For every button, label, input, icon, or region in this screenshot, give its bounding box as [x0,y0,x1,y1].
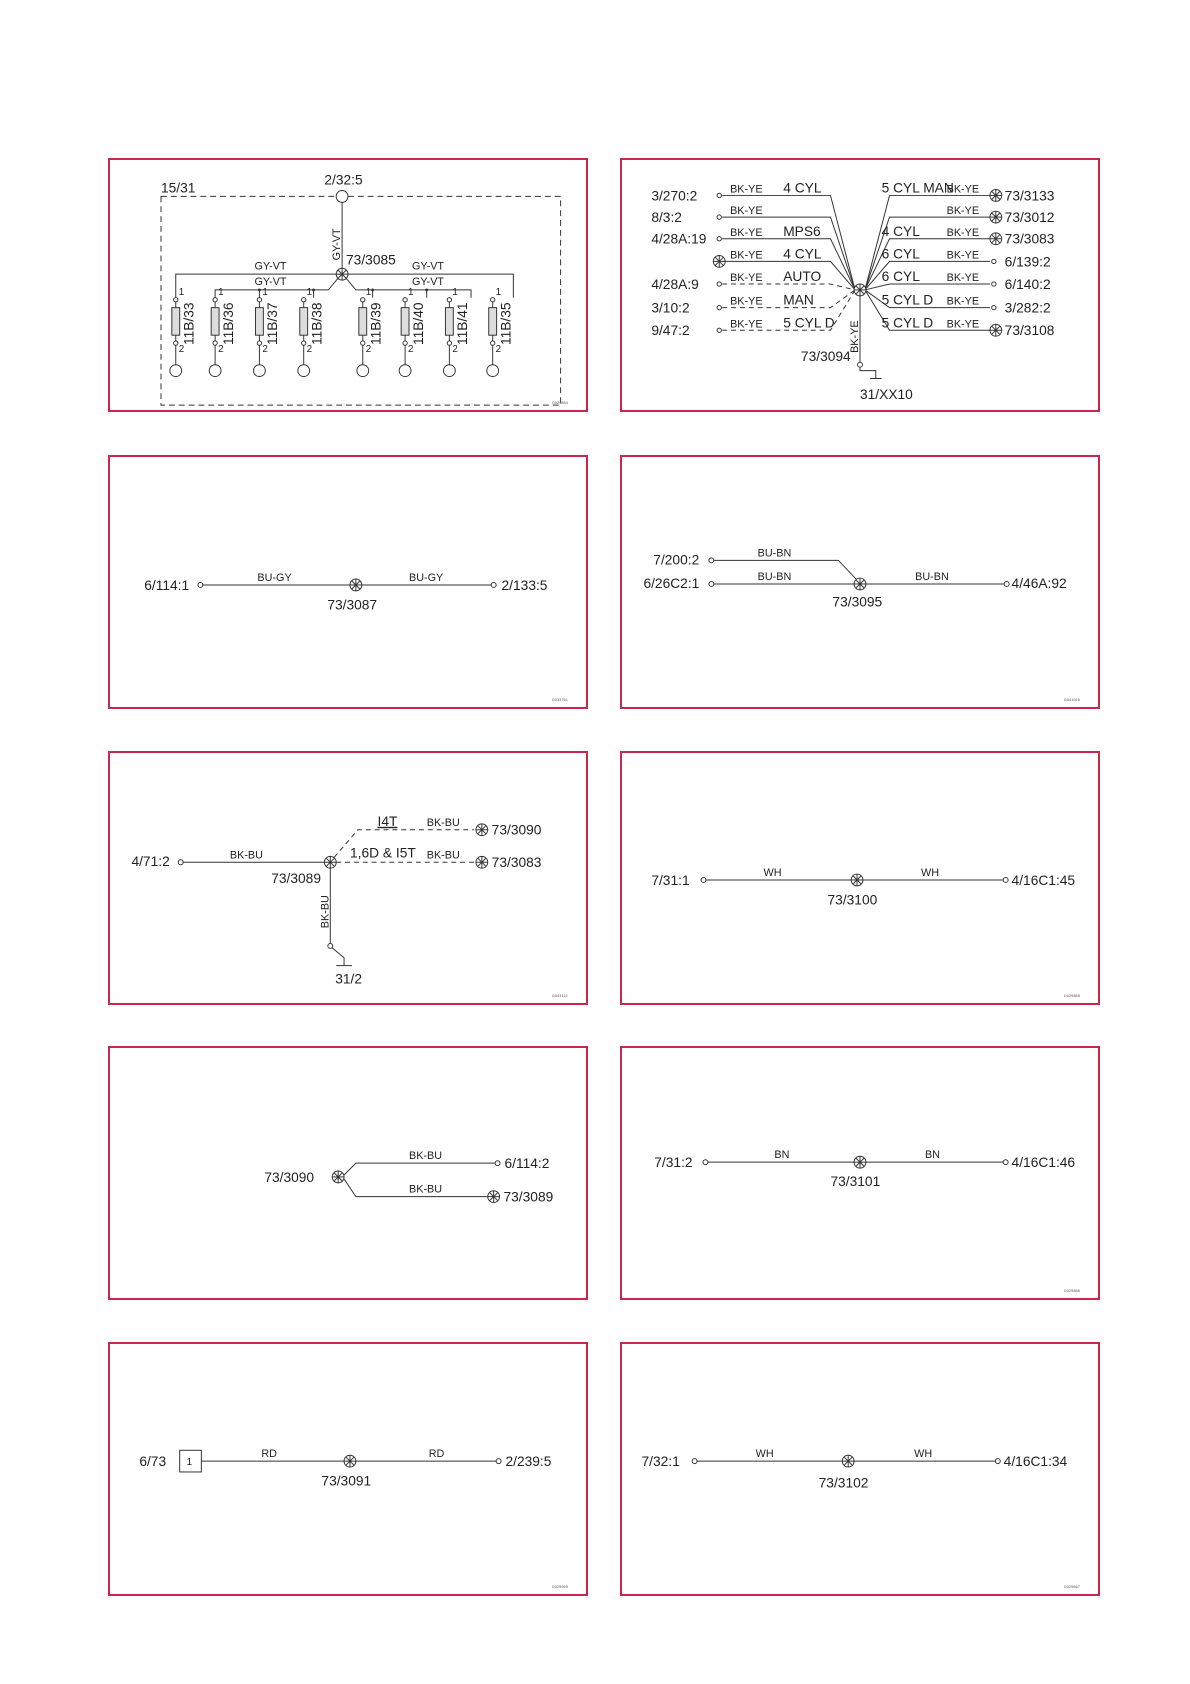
right-connector-label: 4/16C1:34 [1003,1454,1068,1470]
left-variant-label: 4 CYL [783,180,822,196]
right-connector-label: 73/3012 [1004,210,1055,226]
wire-label-lower-right: GY-VT [411,276,445,288]
diagram-panel-3089 [108,751,588,1005]
left-circuit [651,269,855,292]
top-terminal [336,191,348,203]
fuse-pin-top: 1 [365,286,372,298]
top-wire-label: BU-BN [757,547,792,560]
splice-node [854,1156,866,1168]
diagram-panel-3101 [620,1046,1100,1300]
fuse-pin-top: 1 [408,286,414,298]
fuse-pin-bottom: 2 [452,343,458,355]
splice-label: 73/3091 [321,1473,372,1489]
diagram-panel-ground-splice [620,158,1100,412]
left-connector-label: 3/10:2 [651,300,690,316]
fuse-label: 11B/36 [220,302,236,346]
lower-connector-label: 73/3089 [503,1189,554,1205]
upper-connector-label: 6/114:2 [504,1156,550,1172]
diagram-panel-3091 [108,1342,588,1596]
wire-label-upper-left: GY-VT [254,260,287,273]
splice-node [344,1455,356,1467]
left-connector-label: 4/28A:9 [651,276,699,292]
right-connector-label: 73/3083 [1004,231,1055,247]
figure-ref: G029854 [551,400,568,406]
fuse-terminal [254,365,266,377]
left-wire-label: BK-BU [229,849,263,862]
fuse-pin-bottom: 2 [218,343,224,355]
left-connector-label: 7/31:2 [654,1155,693,1171]
splice-label: 73/3101 [830,1173,881,1189]
top-terminal-label: 2/32:5 [324,172,363,188]
right-variant-label: 6 CYL [881,269,920,285]
left-wire-label: BU-GY [257,572,292,585]
splice-node [332,1171,344,1183]
splice-node [324,856,336,868]
fuse-terminal [487,365,499,377]
fuse-terminal [443,365,455,377]
splice-node [851,874,863,886]
lower-wire-label: BK-BU [409,1183,443,1196]
figure-ref: G043112 [551,993,568,999]
left-connector-label: 6/73 [139,1454,167,1470]
splice-label: 73/3094 [800,348,851,364]
right-circuit [865,269,1051,292]
right-connector-label: 3/282:2 [1004,300,1051,316]
right-splice-icon [990,211,1002,223]
diagram-panel-3100 [620,751,1100,1005]
fuse-pin-bottom: 2 [306,343,313,355]
figure-ref: G029865 [1063,993,1080,999]
branch1-splice-icon [476,824,488,836]
left-variant-label: MAN [783,292,814,308]
right-wire-label: BK-YE [946,272,980,285]
splice-label: 73/3087 [327,597,378,613]
right-wire-label: BN [924,1149,940,1162]
fuse [298,287,325,377]
figure-ref: G029866 [1063,1288,1080,1294]
right-variant-label: 6 CYL [881,246,920,262]
top-left-connector-label: 7/200:2 [653,552,700,568]
right-wire-label: BK-YE [946,183,980,196]
diagram-panel-3090 [108,1046,588,1300]
fuse-pin-bottom: 2 [408,343,414,355]
right-connector-label: 6/140:2 [1004,276,1051,292]
branch2-wire-label: BK-BU [426,849,460,862]
left-variant-label: 4 CYL [783,246,822,262]
left-connector-label: 7/32:1 [641,1454,680,1470]
right-variant-label: 5 CYL MAN [881,180,954,196]
right-wire-label: BU-BN [915,571,949,584]
branch1-wire-label: BK-BU [426,816,460,829]
right-splice-icon [990,233,1002,245]
left-connector-label: 6/26C2:1 [643,575,700,591]
fuse-icon [489,308,497,336]
fuse-pin-top: 1 [218,286,224,298]
right-wire-label: BK-YE [946,226,980,239]
fuse-icon [359,308,367,336]
fuse-icon [401,308,409,336]
fuse-splice-diagram [110,160,586,410]
left-wire-label: BK-YE [730,183,763,196]
left-connector-label: 6/114:1 [144,577,190,593]
left-connector-label: 9/47:2 [651,323,690,339]
diagram-panel-3102 [620,1342,1100,1596]
left-connector-label: 4/28A:19 [651,231,707,247]
left-wire-label: BK-YE [730,205,763,218]
figure-ref: G029959 [551,1584,568,1590]
connector-box-pin: 1 [186,1457,193,1469]
right-connector-label: 2/133:5 [501,577,548,593]
fuse-terminal [399,365,411,377]
ground-wire-label: BK-YE [849,320,862,353]
left-variant-label: MPS6 [783,223,821,239]
fuse [254,287,281,377]
fuse-pin-bottom: 2 [262,343,268,355]
left-wire-label: BK-YE [730,272,763,285]
fuse-label: 11B/33 [181,302,197,346]
fuse-pin-top: 1 [495,286,502,298]
diagram-panel-fuse-splice [108,158,588,412]
fuse-pin-top: 1 [452,286,458,298]
left-connector-label: 4/71:2 [131,854,170,870]
left-wire-label: BK-YE [730,295,763,308]
right-circuit [865,290,1051,316]
right-splice-icon [990,190,1002,202]
fuse-icon [211,308,219,336]
left-connector-label: 7/31:1 [651,872,690,888]
right-connector-label: 6/139:2 [1004,254,1051,270]
branch2-variant: 1,6D & I5T [349,845,416,861]
fuse [170,287,197,377]
fuse [209,287,236,377]
fuse-terminal [170,365,182,377]
fuse-pin-top: 1 [178,286,185,298]
left-variant-label: 5 CYL D [783,315,835,331]
fuse-box-label: 15/31 [160,180,196,196]
left-variant-label: AUTO [783,269,822,285]
ground-wire-label: BK-BU [319,895,332,929]
right-wire-label: WH [914,1448,933,1461]
ground-terminal [858,362,863,367]
splice-label: 73/3090 [264,1169,315,1185]
diagram-panel-3095 [620,455,1100,709]
fuse-icon [255,308,263,336]
fuse-icon [445,308,453,336]
fuse-icon [300,308,308,336]
left-connector-label: 3/270:2 [651,188,698,204]
splice-label: 73/3100 [827,892,878,908]
splice-label: 73/3102 [818,1475,869,1491]
right-wire-label: BK-YE [946,295,980,308]
branch1-variant: I4T [377,813,398,829]
right-wire-label: RD [428,1448,445,1461]
left-circuit [651,290,855,316]
right-wire-label: BK-YE [946,205,980,218]
left-wire-label: BU-BN [757,571,792,584]
left-connector-label: 8/3:2 [651,210,682,226]
right-variant-label: 4 CYL [881,223,920,239]
fuse-pin-top: 1 [306,286,313,298]
right-connector-label: 4/16C1:45 [1011,872,1076,888]
fuse-pin-top: 1 [262,286,268,298]
splice-node [854,284,866,296]
fuse-terminal [209,365,221,377]
figure-ref: G041916 [1063,697,1080,703]
fuse-label: 11B/41 [455,302,471,346]
fuse-icon [172,308,180,336]
splice-node [842,1455,854,1467]
fuse-label: 11B/37 [265,302,281,346]
right-wire-label: BU-GY [409,572,444,585]
left-wire-label: WH [763,867,782,880]
splice-node [854,578,866,590]
left-wire-label: BN [774,1149,790,1162]
ground-label: 31/XX10 [860,387,913,403]
fuse-pin-bottom: 2 [495,343,502,355]
fuse [399,287,426,377]
ground-label: 31/2 [335,971,363,987]
right-wire-label: WH [921,867,940,880]
lower-splice-icon [488,1191,500,1203]
fuse [487,287,514,377]
branch1-connector-label: 73/3090 [491,822,542,838]
branch2-connector-label: 73/3083 [491,855,542,871]
right-connector-label: 2/239:5 [505,1454,552,1470]
fuse [357,287,384,377]
fuse-pin-bottom: 2 [178,343,185,355]
wire-label-lower-left: GY-VT [254,276,287,288]
splice-label: 73/3089 [271,870,321,886]
diagram-panel-3087 [108,455,588,709]
left-wire-label: WH [755,1448,774,1461]
fuse-terminal [298,365,310,377]
right-connector-label: 73/3133 [1004,188,1055,204]
upper-wire-label: BK-BU [409,1150,443,1163]
figure-ref: G033761 [551,697,568,703]
right-variant-label: 5 CYL D [881,292,934,308]
splice-node [350,579,362,591]
fuse-label: 11B/35 [498,302,514,346]
right-variant-label: 5 CYL D [881,315,934,331]
fuse-terminal [357,365,369,377]
splice-label: 73/3095 [832,594,883,610]
figure-ref: G029867 [1063,1584,1080,1590]
top-wire-label: GY-VT [331,228,344,261]
right-splice-icon [990,324,1002,336]
left-wire-label: BK-YE [730,226,763,239]
fuse-label: 11B/38 [309,302,325,346]
right-wire-label: BK-YE [946,318,980,331]
right-connector-label: 4/16C1:46 [1011,1155,1076,1171]
branch2-splice-icon [476,856,488,868]
fuse-label: 11B/40 [410,302,426,346]
wire-label-upper-right: GY-VT [411,260,445,273]
fuse-pin-bottom: 2 [365,343,372,355]
fuse-label: 11B/39 [368,302,384,346]
left-wire-label: RD [261,1448,278,1461]
fuse [443,287,470,377]
right-wire-label: BK-YE [946,249,980,262]
ground-splice-diagram [622,160,1098,410]
left-wire-label: BK-YE [730,318,763,331]
splice-label: 73/3085 [346,252,396,268]
right-connector-label: 73/3108 [1004,323,1055,339]
right-connector-label: 4/46A:92 [1011,575,1067,591]
left-wire-label: BK-YE [730,249,763,262]
